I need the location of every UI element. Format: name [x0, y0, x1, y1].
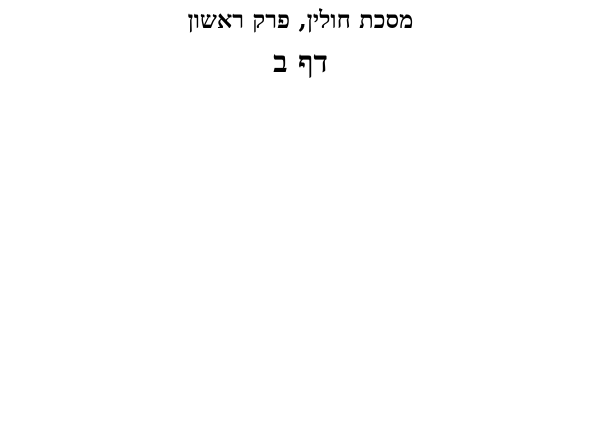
page-heading: דף ב — [273, 45, 328, 80]
paragraph-4 — [8, 155, 593, 171]
paragraph-1 — [8, 96, 593, 112]
document-body — [8, 96, 593, 170]
paragraph-2 — [8, 116, 593, 132]
paragraph-3 — [8, 135, 593, 151]
document-title: מסכת חולין, פרק ראשון — [187, 5, 414, 34]
